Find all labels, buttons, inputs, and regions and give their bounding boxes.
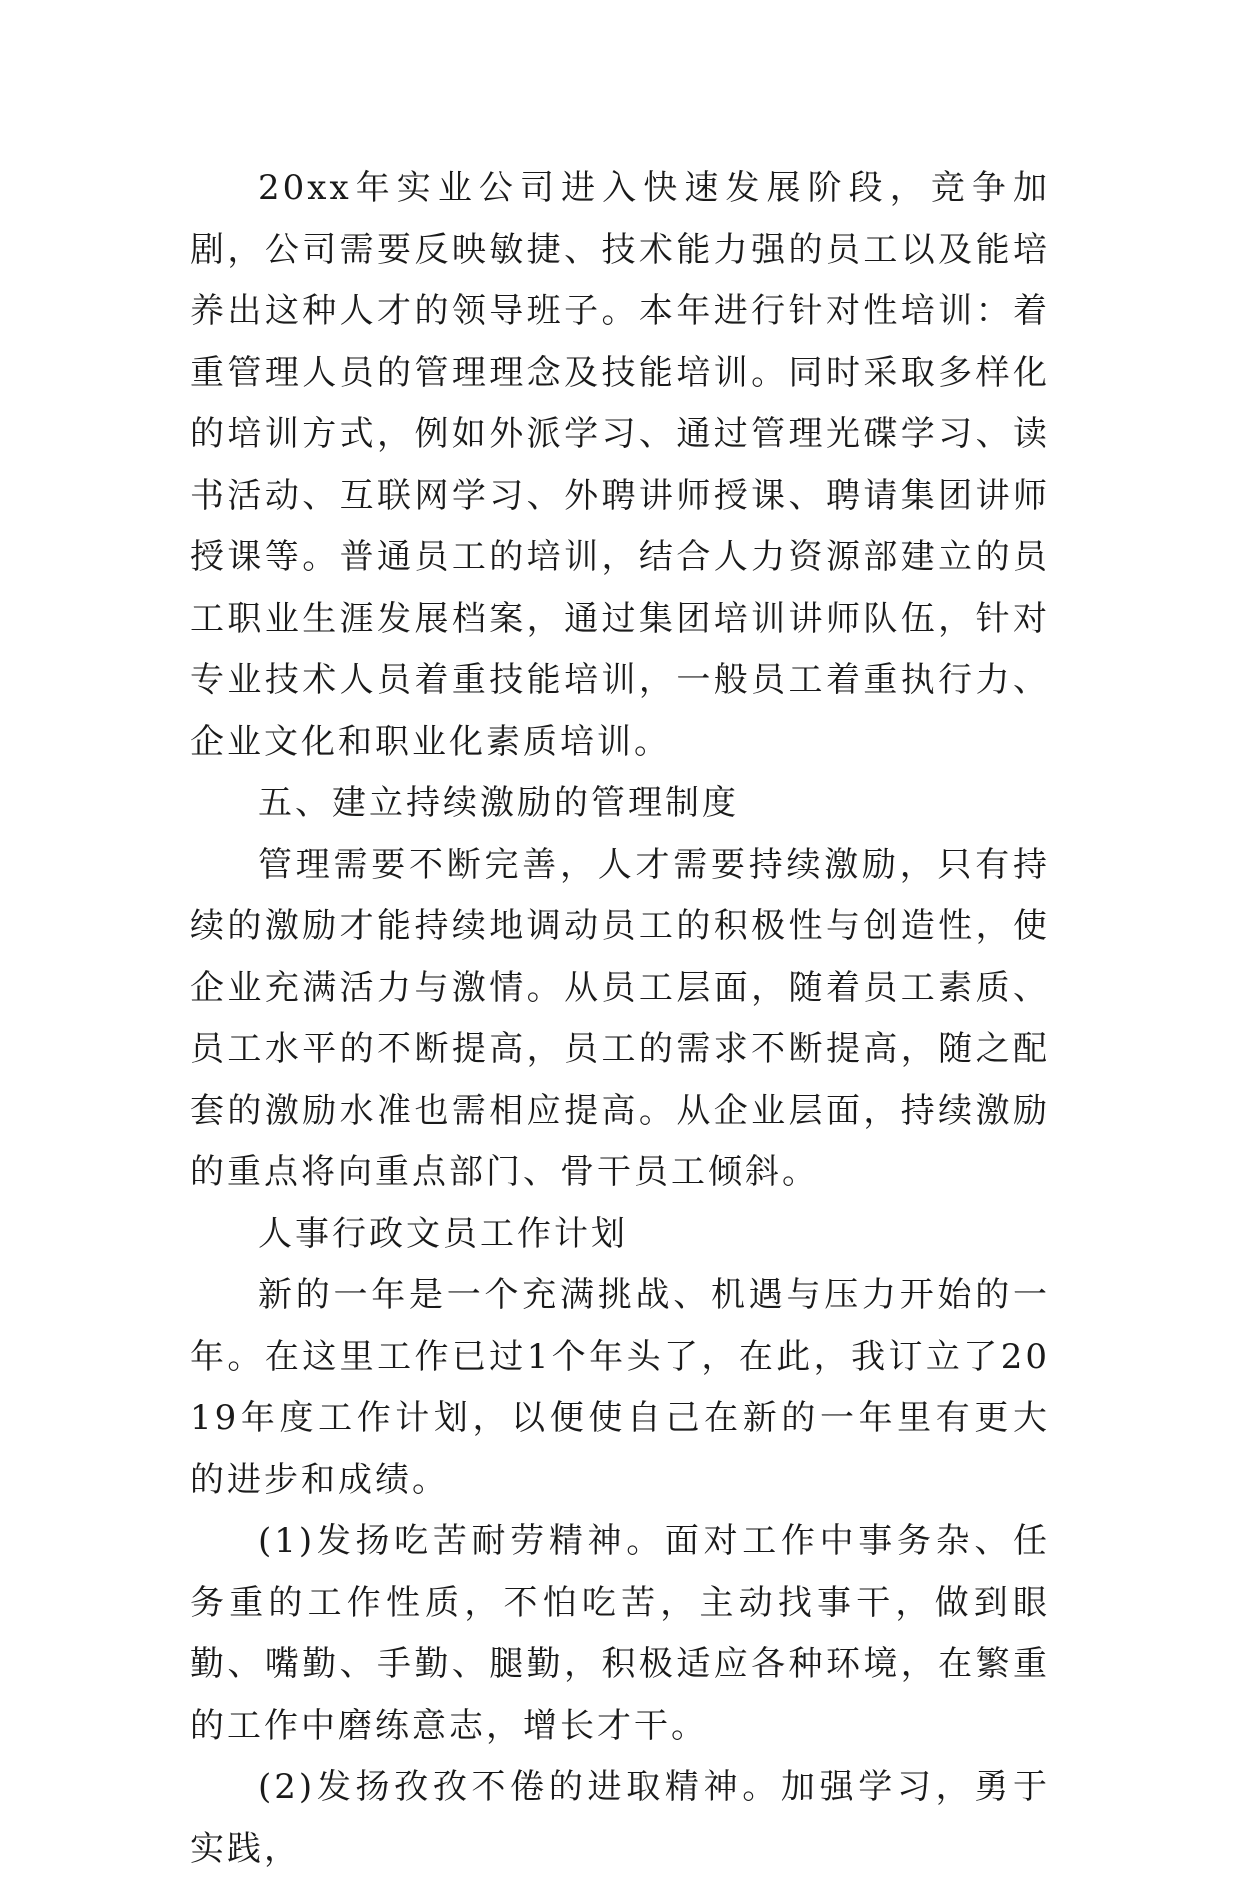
paragraph-training: 20xx年实业公司进入快速发展阶段，竞争加剧，公司需要反映敏捷、技术能力强的员工以及能培养出这种人才的领导班子。本年进行针对性培训：着重管理人员的管理理念及技能培训。同时采取多样化的培训方式，例如外派学习、通过管理光碟学习、读书活动、互联网学习、外聘讲师授课、聘请集团讲师授课等。普通员工的培训，结合人力资源部建立的员工职业生涯发展档案，通过集团培训讲师队伍，针对专业技术人员着重技能培训，一般员工着重执行力、企业文化和职业化素质培训。: [190, 168, 1050, 762]
paragraph-item-1: (1)发扬吃苦耐劳精神。面对工作中事务杂、任务重的工作性质，不怕吃苦，主动找事干，做到眼勤、嘴勤、手勤、腿勤，积极适应各种环境，在繁重的工作中磨练意志，增长才干。: [190, 1521, 1050, 1746]
section-heading-incentive: 五、建立持续激励的管理制度: [258, 783, 739, 823]
document-body: [190, 158, 1050, 1880]
paragraph-new-year: 新的一年是一个充满挑战、机遇与压力开始的一年。在这里工作已过1个年头了，在此，我订立了2019年度工作计划，以便使自己在新的一年里有更大的进步和成绩。: [190, 1275, 1050, 1500]
section-heading-work-plan: 人事行政文员工作计划: [258, 1213, 628, 1254]
paragraph-incentive: 管理需要不断完善，人才需要持续激励，只有持续的激励才能持续地调动员工的积极性与创造性，使企业充满活力与激情。从员工层面，随着员工素质、员工水平的不断提高，员工的需求不断提高，随之配套的激励水准也需相应提高。从企业层面，持续激励的重点将向重点部门、骨干员工倾斜。: [190, 844, 1050, 1192]
paragraph-item-2: (2)发扬孜孜不倦的进取精神。加强学习，勇于实践，: [190, 1767, 1050, 1869]
